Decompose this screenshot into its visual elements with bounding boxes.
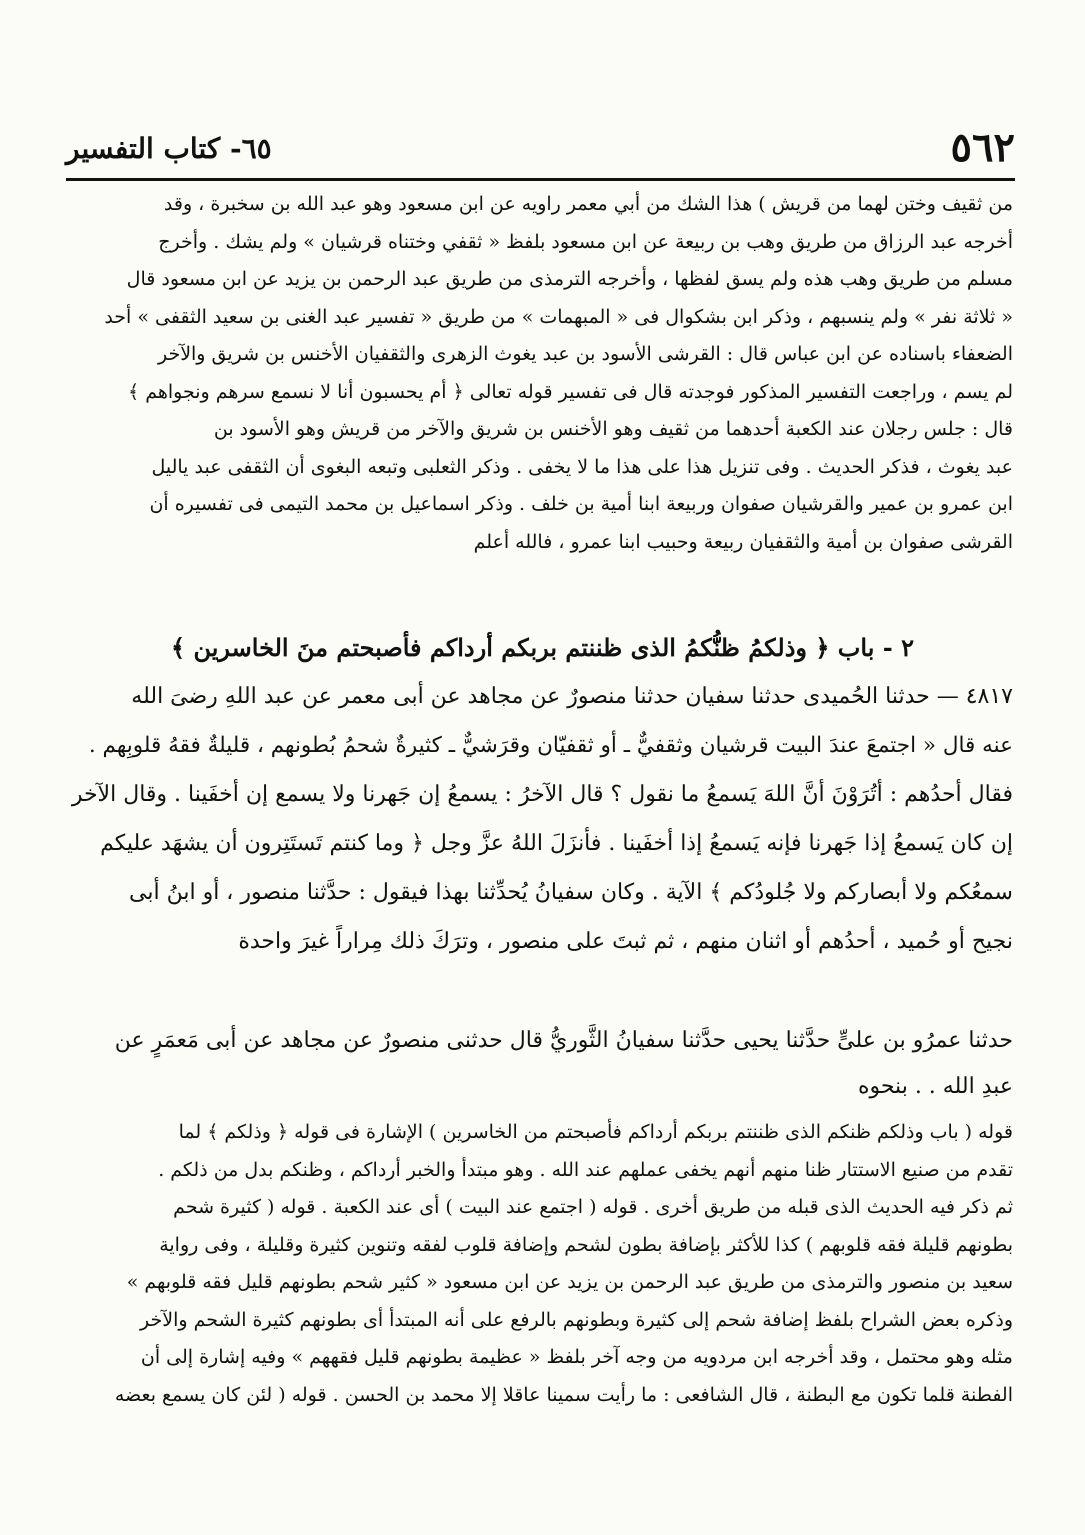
hadith-text: [70, 672, 1013, 966]
hadith-line: عبدِ الله . . بنحوه: [857, 1074, 1013, 1099]
commentary-line: قوله ( باب وذلكم ظنكم الذى ظننتم بربكم أرداكم فأصبحتم من الخاسرين ) الإشارة فى قوله ﴿ وذلكم ﴾ لما: [178, 1121, 1013, 1143]
header-rule: [66, 178, 1015, 181]
commentary-line: ابن عمرو بن عمير والقرشيان صفوان وربيعة ابنا أمية بن خلف . وذكر اسماعيل بن محمد التيمى فى تفسيره أن: [149, 493, 1013, 515]
commentary-line: سعيد بن منصور والترمذى من طريق عبد الرحمن بن يزيد عن ابن مسعود « كثير شحم بطونهم قليل فقه قلوبهم »: [126, 1271, 1013, 1293]
page-number: ٥٦٢: [950, 124, 1015, 171]
commentary-line: بطونهم قليلة فقه قلوبهم ) كذا للأكثر بإضافة بطون لشحم وإضافة قلوب لفقه وتنوين كثيرة وقليلة ، وفى رواية: [159, 1233, 1013, 1256]
hadith-chain-2: [70, 1018, 1013, 1110]
commentary-line: « ثلاثة نفر » ولم ينسبهم ، وذكر ابن بشكوال فى « المبهمات » من طريق « تفسير عبد الغنى بن سعيد الثقفى » أحد: [104, 305, 1013, 328]
commentary-line: تقدم من صنيع الاستتار ظنا منهم أنهم يخفى عملهم عند الله . وهو مبتدأ والخبر أرداكم ، وظنكم بدل من ذلكم .: [158, 1158, 1013, 1181]
hadith-line: إن كان يَسمعُ إذا جَهرنا فإنه يَسمعُ إذا أخفَينا . فأنزَلَ اللهُ عزَّ وجل ﴿ وما كنتم تَستَتِرون أن يشهَد عليكم: [100, 831, 1013, 856]
bottom-commentary: [70, 1114, 1013, 1414]
commentary-line: الفطنة قلما تكون مع البطنة ، قال الشافعى : ما رأيت سمينا عاقلا إلا محمد بن الحسن . قوله ( لئن كان يسمع بعضه: [114, 1383, 1013, 1406]
hadith-line: ٤٨١٧ — حدثنا الحُميدى حدثنا سفيان حدثنا منصورٌ عن مجاهد عن أبى معمر عن عبد اللهِ رضىَ الله: [131, 684, 1013, 709]
hadith-line: عنه قال « اجتمعَ عندَ البيت قرشيان وثقفيٌّ ـ أو ثقفيّان وقرَشيٌّ ـ كثيرةٌ شحمُ بُطونهم ، قليلةٌ فقهُ قلوبِهم .: [88, 733, 1013, 758]
hadith-line: سمعُكم ولا أبصاركم ولا جُلودُكم ﴾ الآية . وكان سفيانُ يُحدِّثنا بهذا فيقول : حدَّثنا منصور ، أو ابنُ أبى: [129, 880, 1013, 905]
commentary-line: لم يسم ، وراجعت التفسير المذكور فوجدته قال فى تفسير قوله تعالى ﴿ أم يحسبون أنا لا نسمع سرهم ونجواهم ﴾: [128, 380, 1013, 403]
book-title: ٦٥- كتاب التفسير: [66, 132, 272, 165]
chapter-heading: ٢ - باب ﴿ وذلكمُ ظنُّكمُ الذى ظننتم بربكم أرداكم فأصبحتم منَ الخاسرين ﴾: [171, 633, 914, 662]
top-commentary: [70, 186, 1013, 561]
hadith-line: فقال أحدُهم : أتُرَوْنَ أنَّ اللهَ يَسمعُ ما نقول ؟ قال الآخرُ : يسمعُ إن جَهرنا ولا يسمع إن أخفَينا . وقال الآخر: [71, 782, 1013, 807]
commentary-line: القرشى صفوان بن أمية والثقفيان ربيعة وحبيب ابنا عمرو ، فالله أعلم: [473, 530, 1013, 553]
commentary-line: وذكره بعض الشراح بلفظ إضافة شحم إلى كثيرة وبطونهم بالرفع على أنه المبتدأ أى بطونهم كثيرة الشحم والآخر: [140, 1308, 1013, 1331]
commentary-line: قال : جلس رجلان عند الكعبة أحدهما من ثقيف وهو الأخنس بن شريق والآخر من قريش وهو الأسود بن: [213, 418, 1013, 440]
commentary-line: أخرجه عبد الرزاق من طريق وهب بن ربيعة عن ابن مسعود بلفظ « ثقفي وختناه قرشيان » ولم يشك . وأخرج: [158, 230, 1013, 253]
commentary-line: ثم ذكر فيه الحديث الذى قبله من طريق أخرى . قوله ( اجتمع عند البيت ) أى عند الكعبة . قوله ( كثيرة شحم: [173, 1196, 1013, 1218]
commentary-line: من ثقيف وختن لهما من قريش ) هذا الشك من أبي معمر راويه عن ابن مسعود وهو عبد الله بن سخبرة ، وقد: [163, 193, 1013, 215]
commentary-line: مسلم من طريق وهب هذه ولم يسق لفظها ، وأخرجه الترمذى من طريق عبد الرحمن بن يزيد عن ابن مسعود قال: [126, 268, 1013, 290]
commentary-line: الضعفاء باسناده عن ابن عباس قال : القرشى الأسود بن عبد يغوث الزهرى والثقفيان الأخنس بن شريق والآخر: [157, 343, 1013, 365]
hadith-line: حدثنا عمرُو بن علىٍّ حدَّثنا يحيى حدَّثنا سفيانُ الثَّوريُّ قال حدثنى منصورٌ عن مجاهد عن أبى مَعمَرٍ عن: [114, 1028, 1013, 1053]
commentary-line: مثله وهو محتمل ، وقد أخرجه ابن مردويه من وجه آخر بلفظ « عظيمة بطونهم قليل فقههم » وفيه إشارة إلى أن: [140, 1346, 1013, 1368]
page-header: [60, 120, 1025, 178]
commentary-line: عبد يغوث ، فذكر الحديث . وفى تنزيل هذا على هذا ما لا يخفى . وذكر الثعلبى وتبعه البغوى أن الثقفى عبد ياليل: [151, 455, 1013, 478]
hadith-line: نجيح أو حُميد ، أحدُهم أو اثنان منهم ، ثم ثبتَ على منصور ، وترَكَ ذلك مِراراً غيرَ واحدة: [238, 929, 1013, 954]
